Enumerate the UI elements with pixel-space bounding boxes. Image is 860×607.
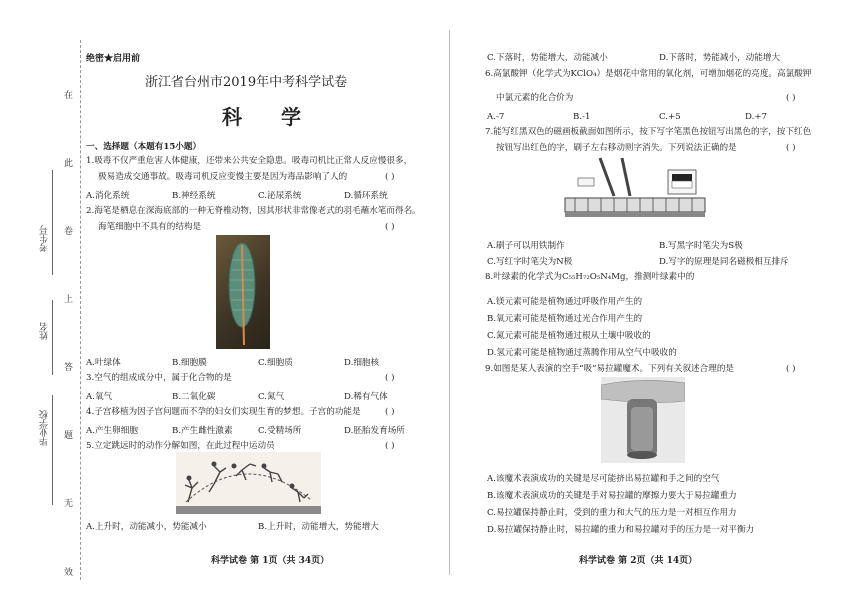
seal-char: 在	[64, 91, 74, 101]
option: C.+5	[659, 112, 681, 122]
question-6: 6.高氯酸钾（化学式为KClO₄）是烟花中常用的氧化剂，可增加烟花的亮度。高氯酸钾	[485, 69, 812, 79]
option: C.氮气	[258, 392, 285, 402]
option: C.泌尿系统	[258, 191, 302, 201]
option: C.受精场所	[258, 426, 302, 436]
binding-cut-line	[80, 40, 81, 580]
secret-label: 绝密★启用前	[86, 54, 141, 64]
question-1-cont: 极易造成交通事故。吸毒司机反应变慢主要是因为毒品影响了人的	[98, 172, 348, 182]
question-3: 3.空气的组成成分中，属于化合物的是	[86, 373, 232, 383]
question-2-cont: 海笔细胞中不具有的结构是	[98, 222, 202, 232]
answer-blank: ( )	[786, 143, 796, 153]
question-2: 2.海笔是栖息在深海底部的一种无脊椎动物，因其形状非常像老式的羽毛蘸水笔而得名。	[86, 206, 421, 216]
name-line	[52, 300, 53, 375]
question-6-cont: 中氯元素的化合价为	[496, 93, 574, 103]
exam-title: 浙江省台州市2019年中考科学试卷	[145, 75, 348, 90]
page-divider	[449, 30, 450, 575]
question-9: 9.如图是某人表演的空手“吸”易拉罐魔术。下列有关叙述合理的是	[485, 364, 735, 374]
question-7: 7.能写红黑双色的磁画板截面如图所示，按下写字笔黑色按钮写出黑色的字，按下红色	[485, 127, 812, 137]
long-jump-image	[176, 452, 321, 514]
seal-char: 上	[64, 295, 74, 305]
option: B.产生雌性激素	[172, 426, 233, 436]
option: D.细胞核	[344, 358, 380, 368]
option: D.易拉罐保持静止时，易拉罐的重力和易拉罐对手的压力是一对平衡力	[487, 525, 755, 535]
option: B.二氧化碳	[172, 392, 216, 402]
option: B.神经系统	[172, 191, 216, 201]
seal-char: 此	[64, 159, 74, 169]
answer-blank: ( )	[385, 172, 395, 182]
option: B.写黑字时笔尖为S极	[659, 241, 743, 251]
question-8: 8.叶绿素的化学式为C₅₅H₇₂O₅N₄Mg，推测叶绿素中的	[485, 272, 695, 282]
option: C.氮元素可能是植物通过根从土壤中吸收的	[487, 331, 651, 341]
option: B.上升时，动能增大，势能增大	[258, 522, 379, 532]
question-4: 4.子宫移植为因子宫问题而不孕的妇女们实现生育的梦想。子宫的功能是	[86, 407, 361, 417]
school-line	[52, 395, 53, 505]
answer-blank: ( )	[385, 441, 395, 451]
option: D.胚胎发育场所	[344, 426, 405, 436]
option: C.写红字时笔尖为N极	[487, 257, 573, 267]
page-footer-left: 科学试卷 第 1页（共 34页）	[211, 556, 330, 566]
option: A.产生卵细胞	[86, 426, 138, 436]
seal-char: 效	[64, 568, 74, 578]
school-label: 毕业学校	[40, 410, 50, 446]
question-5: 5.立定跳远时的动作分解如图，在此过程中运动员	[86, 441, 275, 451]
option: A.刷子可以用铁制作	[487, 241, 565, 251]
option: A.镁元素可能是植物通过呼吸作用产生的	[487, 297, 643, 307]
page-footer-right: 科学试卷 第 2页（共 14页）	[579, 556, 698, 566]
option: C.易拉罐保持静止时，受到的重力和大气的压力是一对相互作用力	[487, 508, 737, 518]
exam-no-label: 考生号	[40, 225, 50, 252]
hand-can-photo	[601, 377, 685, 463]
sea-pen-image	[216, 235, 270, 349]
answer-blank: ( )	[786, 364, 796, 374]
option: D.+7	[745, 112, 767, 122]
answer-blank: ( )	[786, 93, 796, 103]
option: D.循环系统	[344, 191, 388, 201]
option: B.氧元素可能是植物通过光合作用产生的	[487, 314, 643, 324]
question-1: 1.吸毒不仅严重危害人体健康，还带来公共安全隐患。吸毒司机比正常人反应慢很多，	[86, 156, 413, 166]
seal-char: 题	[64, 431, 74, 441]
name-label: 姓名	[40, 322, 50, 340]
option: A.-7	[487, 112, 505, 122]
answer-blank: ( )	[385, 407, 395, 417]
option: B.-1	[573, 112, 591, 122]
option: D.稀有气体	[344, 392, 388, 402]
option: A.氧气	[86, 392, 113, 402]
option: B.该魔术表演成功的关键是手对易拉罐的摩擦力要大于易拉罐重力	[487, 491, 737, 501]
option: D.氢元素可能是植物通过蒸腾作用从空气中吸收的	[487, 348, 677, 358]
option: A.叶绿体	[86, 358, 121, 368]
option: A.该魔术表演成功的关键是尽可能挤出易拉罐和手之间的空气	[487, 474, 720, 484]
binding-margin	[0, 0, 80, 607]
subject-title: 科 学	[222, 105, 317, 129]
answer-blank: ( )	[385, 222, 395, 232]
answer-blank: ( )	[385, 373, 395, 383]
option: B.细胞膜	[172, 358, 207, 368]
option: D.下落时，势能减小，动能增大	[659, 53, 781, 63]
seal-char: 答	[64, 363, 74, 373]
question-7-cont: 按钮写出红色的字，刷子左右移动则字消失。下列说法正确的是	[496, 143, 737, 153]
option: A.消化系统	[86, 191, 130, 201]
magnetic-board-diagram	[560, 156, 710, 226]
seal-char: 卷	[64, 227, 74, 237]
option: C.细胞质	[258, 358, 293, 368]
seal-char: 无	[64, 499, 74, 509]
option: D.写字的原理是同名磁极相互排斥	[659, 257, 789, 267]
section-heading: 一、选择题（本题有15小题）	[86, 142, 202, 152]
exam-no-line	[52, 170, 53, 275]
option: A.上升时，动能减小，势能减小	[86, 522, 207, 532]
option: C.下落时，势能增大，动能减小	[487, 53, 608, 63]
